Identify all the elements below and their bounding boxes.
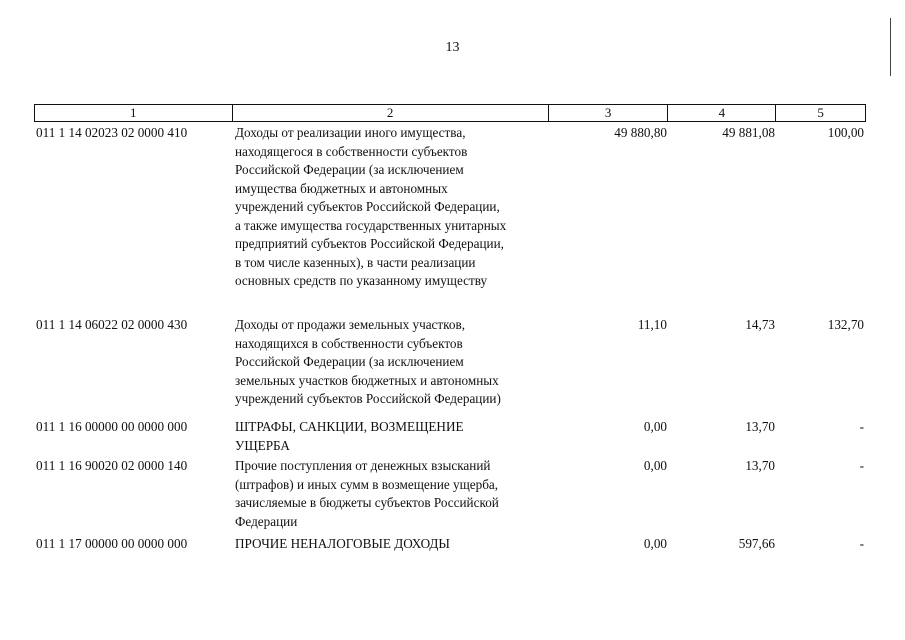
- revenue-name: [235, 535, 551, 554]
- name-line: учреждений субъектов Российской Федерации,: [235, 199, 500, 214]
- col4-value: 14,73: [745, 317, 775, 332]
- name-line: Доходы от реализации иного имущества,: [235, 125, 466, 140]
- name-line: имущества бюджетных и автономных: [235, 180, 448, 196]
- budget-code: 011 1 16 00000 00 0000 000: [36, 419, 188, 434]
- name-line: зачисляемые в бюджеты субъектов Российской: [235, 495, 499, 510]
- col4-value: 13,70: [745, 419, 775, 434]
- name-line: находящегося в собственности субъектов: [235, 143, 468, 159]
- name-line: земельных участков бюджетных и автономных: [235, 372, 499, 388]
- header-col-5: 5: [817, 105, 824, 120]
- col5-value: 132,70: [827, 317, 864, 332]
- col3-value: 11,10: [637, 317, 667, 332]
- budget-code: 011 1 17 00000 00 0000 000: [36, 536, 188, 551]
- col5-value: -: [859, 536, 864, 551]
- header-col-4: 4: [668, 105, 776, 121]
- col5-value: 100,00: [827, 125, 864, 140]
- col4-value: 49 881,08: [722, 125, 775, 140]
- col4-value: 597,66: [738, 536, 775, 551]
- col3-value: 0,00: [643, 458, 667, 473]
- name-line: Федерации: [235, 513, 298, 529]
- revenue-name: [235, 418, 551, 455]
- name-line: (штрафов) и иных сумм в возмещение ущерба,: [235, 476, 499, 492]
- col3-value: 0,00: [643, 419, 667, 434]
- name-line: находящихся в собственности субъектов: [235, 335, 463, 351]
- col4-value: 13,70: [745, 458, 775, 473]
- table-header-row: [34, 104, 866, 122]
- revenue-name: [235, 316, 551, 409]
- name-line: Доходы от продажи земельных участков,: [235, 317, 466, 332]
- col5-value: -: [859, 419, 864, 434]
- col3-value: 49 880,80: [614, 125, 667, 140]
- name-line: в том числе казенных), в части реализации: [235, 254, 476, 270]
- revenue-name: [235, 457, 551, 531]
- name-line: Прочие поступления от денежных взысканий: [235, 458, 491, 473]
- scan-edge-line: [890, 18, 891, 76]
- col5-value: -: [859, 458, 864, 473]
- col3-value: 0,00: [643, 536, 667, 551]
- page-number: 13: [445, 40, 460, 55]
- name-line: предприятий субъектов Российской Федерации,: [235, 236, 504, 251]
- name-line: учреждений субъектов Российской Федерации): [235, 391, 501, 406]
- name-line: ПРОЧИЕ НЕНАЛОГОВЫЕ ДОХОДЫ: [235, 536, 450, 551]
- header-col-2: 2: [233, 105, 549, 121]
- name-line: Российской Федерации (за исключением: [235, 354, 464, 369]
- name-line: а также имущества государственных унитарных: [235, 217, 507, 233]
- name-line: основных средств по указанному имуществу: [235, 273, 488, 288]
- revenue-name: [235, 124, 551, 291]
- name-line: Российской Федерации (за исключением: [235, 162, 464, 177]
- header-col-3: 3: [549, 105, 669, 121]
- header-col-1: 1: [35, 105, 233, 121]
- budget-code: 011 1 14 02023 02 0000 410: [36, 125, 188, 140]
- budget-code: 011 1 16 90020 02 0000 140: [36, 458, 188, 473]
- name-line: ШТРАФЫ, САНКЦИИ, ВОЗМЕЩЕНИЕ: [235, 419, 464, 434]
- name-line: УЩЕРБА: [235, 437, 290, 453]
- budget-code: 011 1 14 06022 02 0000 430: [36, 317, 188, 332]
